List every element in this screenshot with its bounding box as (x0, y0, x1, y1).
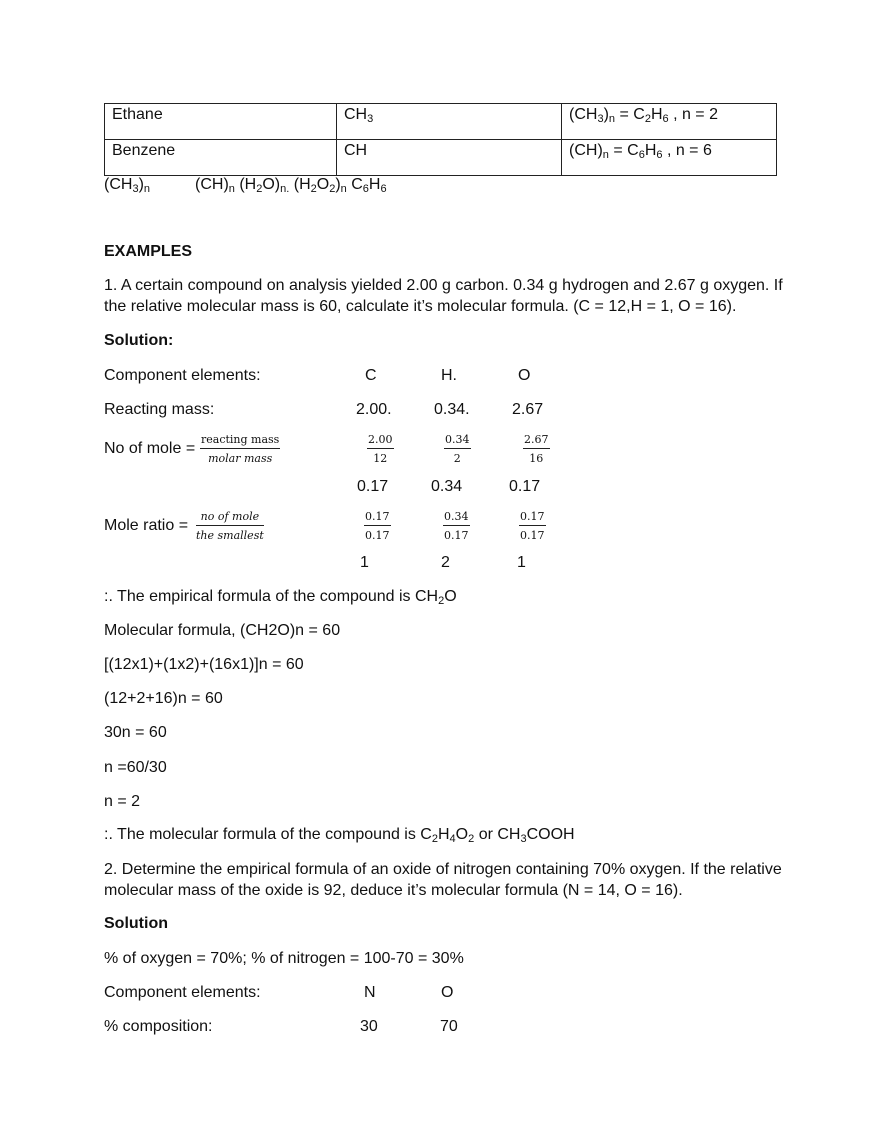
mole-formula-fraction: reacting mass molar mass (201, 433, 280, 465)
ratio-fraction-o: $\frac{0.17}{0.17}$ (520, 510, 545, 542)
mole-label: No of mole = (104, 440, 196, 457)
solution-label: Solution: (104, 332, 174, 349)
empirical-formula-conclusion: :. The empirical formula of the compound is $CH_2O$ (104, 588, 457, 607)
mole-fraction-h: $\frac{0.34}{2}$ (445, 433, 470, 465)
examples-heading: EXAMPLES (104, 243, 193, 260)
step-line: Molecular formula, (CH2O)n = 60 (104, 622, 341, 639)
element-h: H. (441, 367, 457, 384)
formula-examples-line: $(CH_3)_n$ (104, 176, 151, 195)
ratio-formula-fraction: no of mole the smallest (196, 510, 264, 542)
moles-o: 0.17 (509, 478, 541, 495)
component-label-2: Component elements: (104, 984, 261, 1001)
ratio-fraction-c: $\frac{0.17}{0.17}$ (365, 510, 390, 542)
step-line: [(12x1)+(1x2)+(16x1)]n = 60 (104, 656, 304, 673)
ratio-label: Mole ratio = (104, 517, 189, 534)
ratio-o: 1 (517, 554, 526, 571)
mass-h: 0.34. (434, 401, 470, 418)
compound-name: Benzene (105, 140, 337, 176)
mole-fraction-o: $\frac{2.67}{16}$ (524, 433, 549, 465)
step-line: 30n = 60 (104, 724, 167, 741)
mass-o: 2.67 (512, 401, 544, 418)
step-line: (12+2+16)n = 60 (104, 690, 223, 707)
solution-label-2: Solution (104, 915, 168, 932)
question-2-line-1: 2. Determine the empirical formula of an oxide of nitrogen containing 70% oxygen. If the relative (104, 861, 782, 878)
compound-name: Ethane (105, 104, 337, 140)
question-2-line-2: molecular mass of the oxide is 92, deduce it’s molecular formula (N = 14, O = 16). (104, 882, 683, 899)
mass-c: 2.00. (356, 401, 392, 418)
element-c: C (365, 367, 377, 384)
step-line: n =60/30 (104, 759, 167, 776)
mole-fraction-c: $\frac{2.00}{12}$ (368, 433, 393, 465)
percent-line: % of oxygen = 70%; % of nitrogen = 100-70 = 30% (104, 950, 464, 967)
table-row (105, 104, 777, 140)
step-line: n = 2 (104, 793, 141, 810)
element-n: N (364, 984, 376, 1001)
moles-h: 0.34 (431, 478, 463, 495)
element-o: O (518, 367, 531, 384)
mass-label: Reacting mass: (104, 401, 215, 418)
empirical-formula: $CH_3$ (337, 104, 562, 140)
component-label: Component elements: (104, 367, 261, 384)
element-o-2: O (441, 984, 454, 1001)
table-row (105, 140, 777, 176)
formula-examples-line-2: $(CH)_n$ $(H_2O)_{n.}$ $(H_2O_2)_n$ $C_6H_6$ (195, 176, 387, 195)
moles-c: 0.17 (357, 478, 389, 495)
molecular-formula: $(CH_3)_n = C_2H_6$ , n = 2 (562, 104, 777, 140)
formula-table (104, 103, 777, 176)
molecular-formula: $(CH)_n = C_6H_6$ , n = 6 (562, 140, 777, 176)
composition-n: 30 (360, 1018, 378, 1035)
question-1-line-2: the relative molecular mass is 60, calculate it’s molecular formula. (C = 12,H = 1, O = 16). (104, 298, 737, 315)
empirical-formula: CH (337, 140, 562, 176)
ratio-h: 2 (441, 554, 450, 571)
molecular-formula-conclusion: :. The molecular formula of the compound is $C_2H_4O_2$ or $CH_3COOH$ (104, 826, 575, 845)
question-1-line-1: 1. A certain compound on analysis yielded 2.00 g carbon. 0.34 g hydrogen and 2.67 g oxygen. If (104, 277, 783, 294)
composition-o: 70 (440, 1018, 458, 1035)
composition-label: % composition: (104, 1018, 213, 1035)
ratio-c: 1 (360, 554, 369, 571)
ratio-fraction-h: $\frac{0.34}{0.17}$ (444, 510, 469, 542)
